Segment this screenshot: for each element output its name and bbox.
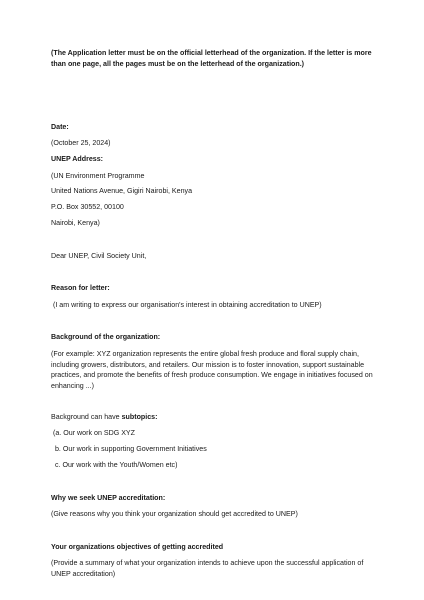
address-line: P.O. Box 30552, 00100 <box>51 203 124 211</box>
why-text: (Give reasons why you think your organization should get accredited to UNEP) <box>51 510 298 518</box>
date-value: (October 25, 2024) <box>51 139 111 147</box>
objectives-text: (Provide a summary of what your organization intends to achieve upon the successful application of UNEP accreditation) <box>51 559 364 578</box>
objectives-heading: Your organizations objectives of getting accredited <box>51 543 224 551</box>
subtopics-intro <box>51 412 381 423</box>
date-label: Date: <box>51 123 69 131</box>
subtopic-item: (a. Our work on SDG XYZ <box>53 429 135 437</box>
address-label: UNEP Address: <box>51 155 104 163</box>
subtopics-prefix: Background can have <box>51 413 122 421</box>
salutation: Dear UNEP, Civil Society Unit, <box>51 252 147 260</box>
subtopic-item: c. Our work with the Youth/Women etc) <box>53 461 178 469</box>
subtopics-suffix: : <box>155 413 158 421</box>
background-heading: Background of the organization: <box>51 333 161 341</box>
address-line: Nairobi, Kenya) <box>51 219 100 227</box>
address-line: United Nations Avenue, Gigiri Nairobi, Kenya <box>51 187 193 195</box>
why-heading: Why we seek UNEP accreditation: <box>51 494 166 502</box>
subtopics-word: subtopics <box>121 413 156 421</box>
background-text: (For example: XYZ organization represents the entire global fresh produce and floral supply chain, including growers, distributors, and retailers. Our mission is to foster innovation, support sustainable practices, and promote the benefits of fresh produce consumption. We engage in initiatives focused on enhancing ...) <box>51 350 373 390</box>
letterhead-note: (The Application letter must be on the official letterhead of the organization. If the letter is more than one page, all the pages must be on the letterhead of the organization.) <box>51 49 372 68</box>
subtopic-item: b. Our work in supporting Government Initiatives <box>53 445 207 453</box>
address-line: (UN Environment Programme <box>51 172 145 180</box>
reason-heading: Reason for letter: <box>51 284 110 292</box>
reason-text: (I am writing to express our organisation's interest in obtaining accreditation to UNEP) <box>51 301 322 309</box>
